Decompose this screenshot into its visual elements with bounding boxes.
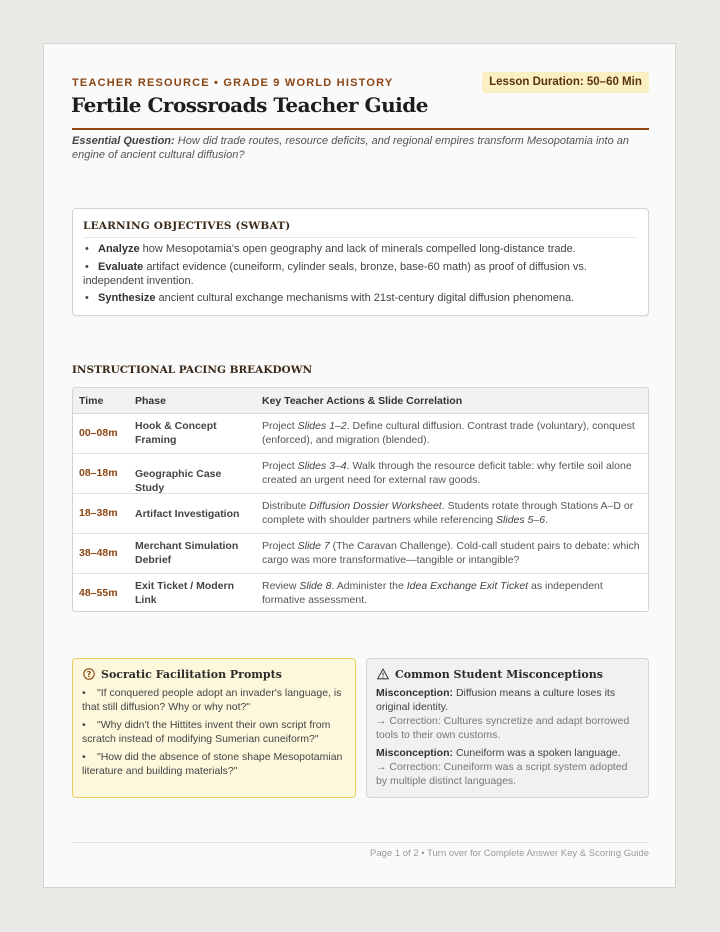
- objectives-title: LEARNING OBJECTIVES (SWBAT): [83, 220, 291, 232]
- misconception-label: Misconception:: [376, 747, 454, 759]
- action-text: as independent formative assessment.: [262, 580, 603, 606]
- misconceptions-box: [366, 658, 649, 798]
- action-text: Project: [262, 540, 298, 552]
- essential-question-label: Essential Question:: [72, 135, 175, 147]
- action-text: Project: [262, 460, 298, 472]
- header-phase: Phase: [135, 395, 166, 407]
- bullet-icon: •: [85, 292, 89, 304]
- prompt-text: "If conquered people adopt an invader's language, is that still diffusion? Why or why not?": [82, 687, 342, 713]
- misconception-text: Cuneiform was a spoken language.: [455, 747, 621, 759]
- action-ref: Slides 3–4: [297, 460, 347, 472]
- correction-text: → Correction: Cuneiform was a script system adopted by multiple distinct languages.: [376, 761, 628, 787]
- svg-text:?: ?: [86, 670, 92, 679]
- misconception-item: [376, 746, 641, 760]
- action-ref: Slides 5–6: [496, 514, 546, 526]
- resource-kicker: TEACHER RESOURCE • GRADE 9 WORLD HISTORY: [72, 77, 394, 89]
- action-text: .: [545, 514, 549, 526]
- bullet-icon: •: [82, 687, 86, 699]
- row-actions: [262, 579, 640, 607]
- row-time: 38–48m: [79, 547, 118, 559]
- objective-verb: Evaluate: [98, 261, 144, 273]
- action-text: . Walk through the resource deficit table: why fertile soil alone created an urgent need for external raw goods.: [262, 460, 632, 486]
- page-title: Fertile Crossroads Teacher Guide: [71, 93, 428, 117]
- row-actions: [262, 419, 640, 447]
- objective-item: [83, 242, 613, 256]
- row-actions: [262, 499, 640, 527]
- action-ref: Slide 7: [297, 540, 330, 552]
- title-rule: [72, 128, 649, 130]
- action-text: (The Caravan Challenge). Cold-call student pairs to debate: which cargo was more transformative—tangible or intangible?: [262, 540, 640, 566]
- objective-text: ancient cultural exchange mechanisms with 21st-century digital diffusion phenomena.: [158, 292, 575, 304]
- row-actions: [262, 459, 640, 487]
- action-text: . Students rotate through Stations A–D or complete with shoulder partners while referencing: [262, 500, 634, 526]
- page-footer: Page 1 of 2 • Turn over for Complete Answer Key & Scoring Guide: [370, 848, 649, 859]
- row-time: 18–38m: [79, 507, 118, 519]
- table-row: [73, 414, 648, 454]
- misconception-label: Misconception:: [376, 687, 454, 699]
- warning-triangle-icon: [377, 668, 389, 683]
- table-row: [73, 454, 648, 494]
- objectives-divider: [83, 237, 638, 238]
- bullet-icon: •: [85, 261, 89, 273]
- table-row: [73, 534, 648, 574]
- action-text: Distribute: [262, 500, 310, 512]
- duration-badge: Lesson Duration: 50–60 Min: [482, 72, 649, 93]
- misconception-item: [376, 686, 641, 714]
- action-ref: Slides 1–2: [297, 420, 347, 432]
- row-actions: [262, 539, 640, 567]
- header-time: Time: [79, 395, 104, 407]
- correction-text: → Correction: Cultures syncretize and adapt borrowed tools to their own customs.: [376, 715, 630, 741]
- misconception-text: Diffusion means a culture loses its original identity.: [376, 687, 616, 713]
- bullet-icon: •: [85, 243, 89, 255]
- prompt-item: [82, 750, 347, 778]
- row-time: 08–18m: [79, 467, 118, 479]
- action-text: Project: [262, 420, 298, 432]
- action-text: . Administer the: [331, 580, 407, 592]
- table-row: [73, 494, 648, 534]
- pacing-table: [72, 387, 649, 612]
- objective-item: [83, 260, 613, 288]
- pacing-title: INSTRUCTIONAL PACING BREAKDOWN: [72, 364, 313, 376]
- objective-text: artifact evidence (cuneiform, cylinder seals, bronze, base-60 math) as proof of diffusion vs. independent invention.: [83, 261, 587, 287]
- row-phase: Exit Ticket / Modern Link: [135, 580, 234, 606]
- guide-page: [43, 43, 676, 888]
- row-phase: Hook & Concept Framing: [135, 420, 217, 446]
- objective-verb: Synthesize: [98, 292, 156, 304]
- question-circle-icon: [83, 668, 95, 683]
- misconceptions-title-text: Common Student Misconceptions: [395, 668, 603, 681]
- action-ref: Slide 8: [299, 580, 332, 592]
- essential-question: [72, 134, 652, 162]
- prompt-item: [82, 686, 347, 714]
- objectives-card: [72, 208, 649, 316]
- socratic-title: [83, 668, 282, 683]
- prompt-text: "Why didn't the Hittites invent their own script from scratch instead of modifying Sumerian cuneiform?": [82, 719, 331, 745]
- action-text: Review: [262, 580, 300, 592]
- footer-divider: [72, 842, 649, 843]
- header-actions: Key Teacher Actions & Slide Correlation: [262, 395, 463, 407]
- action-ref: Idea Exchange Exit Ticket: [406, 580, 529, 592]
- prompt-item: [82, 718, 347, 746]
- essential-question-text: How did trade routes, resource deficits, and regional empires transform Mesopotamia into an engine of ancient cultural diffusion?: [72, 135, 629, 161]
- objective-item: [83, 291, 613, 305]
- socratic-title-text: Socratic Facilitation Prompts: [101, 668, 282, 681]
- bullet-icon: •: [82, 751, 86, 763]
- bullet-icon: •: [82, 719, 86, 731]
- objective-text: how Mesopotamia's open geography and lack of minerals compelled long-distance trade.: [142, 243, 576, 255]
- objective-verb: Analyze: [98, 243, 140, 255]
- table-row: [73, 574, 648, 612]
- socratic-box: [72, 658, 356, 798]
- action-ref: Diffusion Dossier Worksheet: [309, 500, 442, 512]
- row-phase: Artifact Investigation: [135, 508, 240, 520]
- misconceptions-title: [377, 668, 603, 683]
- row-phase: Merchant Simulation Debrief: [135, 540, 239, 566]
- table-header: [73, 388, 648, 414]
- row-phase: Geographic Case Study: [135, 468, 222, 494]
- prompt-text: "How did the absence of stone shape Mesopotamian literature and building materials?": [82, 751, 343, 777]
- row-time: 48–55m: [79, 587, 118, 599]
- action-text: . Define cultural diffusion. Contrast trade (voluntary), conquest (enforced), and migration (blended).: [262, 420, 635, 446]
- row-time: 00–08m: [79, 427, 118, 439]
